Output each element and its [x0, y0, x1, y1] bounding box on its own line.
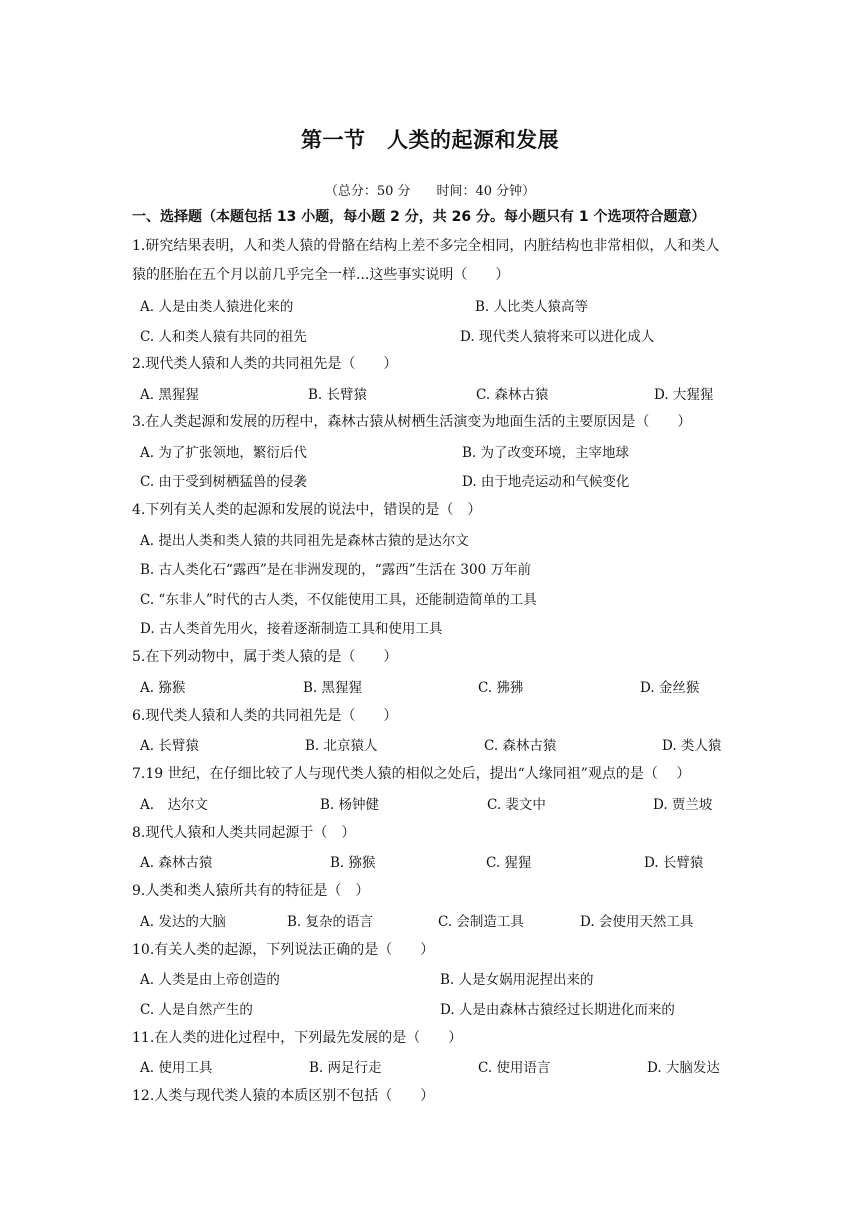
question-3-option-c: C. 由于受到树栖猛兽的侵袭 [140, 474, 307, 490]
question-5-option-d: D. 金丝猴 [640, 680, 700, 696]
question-7-option-c: C. 裴文中 [487, 797, 546, 813]
question-10-option-c: C. 人是自然产生的 [140, 1002, 253, 1018]
question-4-option-d: D. 古人类首先用火，接着逐渐制造工具和使用工具 [140, 621, 443, 637]
question-2-option-b: B. 长臂猿 [308, 387, 368, 403]
question-9-option-c: C. 会制造工具 [438, 914, 524, 930]
question-8-stem: 8.现代人猿和人类共同起源于（ ） [132, 825, 356, 841]
question-8-option-b: B. 猕猴 [330, 855, 376, 871]
question-10-stem: 10.有关人类的起源，下列说法正确的是（ ） [132, 942, 435, 958]
question-7-option-d: D. 贾兰坡 [653, 797, 713, 813]
question-6-option-d: D. 类人猿 [662, 738, 722, 754]
question-7-option-a: A. 达尔文 [140, 797, 209, 813]
question-6-option-c: C. 森林古猿 [484, 738, 557, 754]
question-11-option-a: A. 使用工具 [140, 1060, 213, 1076]
question-10-option-d: D. 人是由森林古猿经过长期进化而来的 [440, 1002, 675, 1018]
question-8-option-a: A. 森林古猿 [140, 855, 213, 871]
question-11-option-b: B. 两足行走 [309, 1060, 382, 1076]
question-2-option-d: D. 大猩猩 [654, 387, 714, 403]
question-5-option-b: B. 黑猩猩 [303, 680, 363, 696]
question-3-option-b: B. 为了改变环境，主宰地球 [462, 445, 630, 461]
question-7-option-b: B. 杨钟健 [320, 797, 380, 813]
question-10-option-a: A. 人类是由上帝创造的 [140, 972, 280, 988]
question-2-option-a: A. 黑猩猩 [140, 387, 199, 403]
exam-info: （总分：50 分 时间：40 分钟） [324, 184, 536, 199]
question-3-option-d: D. 由于地壳运动和气候变化 [462, 474, 630, 490]
question-2-option-c: C. 森林古猿 [476, 387, 549, 403]
question-8-option-c: C. 猩猩 [486, 855, 532, 871]
question-11-stem: 11.在人类的进化过程中，下列最先发展的是（ ） [132, 1030, 463, 1046]
question-1-option-a: A. 人是由类人猿进化来的 [140, 299, 294, 315]
question-5-stem: 5.在下列动物中，属于类人猿的是（ ） [132, 649, 398, 665]
question-9-option-a: A. 发达的大脑 [140, 914, 226, 930]
question-9-option-d: D. 会使用天然工具 [580, 914, 694, 930]
section-heading: 一、选择题（本题包括 13 小题，每小题 2 分，共 26 分。每小题只有 1 个选项符合题意） [132, 209, 706, 225]
question-3-stem: 3.在人类起源和发展的历程中，森林古猿从树栖生活演变为地面生活的主要原因是（ ） [132, 414, 692, 430]
question-12-stem: 12.人类与现代类人猿的本质区别不包括（ ） [132, 1088, 435, 1104]
question-9-option-b: B. 复杂的语言 [287, 914, 374, 930]
question-1-stem: 1.研究结果表明，人和类人猿的骨骼在结构上差不多完全相同，内脏结构也非常相似，人和类人猿的胚胎在五个月以前几乎完全一样...这些事实说明（ ） [132, 238, 720, 283]
question-2-stem: 2.现代类人猿和人类的共同祖先是（ ） [132, 356, 398, 372]
question-6-stem: 6.现代类人猿和人类的共同祖先是（ ） [132, 708, 398, 724]
page-title: 第一节 人类的起源和发展 [301, 128, 559, 152]
question-5-option-a: A. 猕猴 [140, 680, 186, 696]
question-1-option-d: D. 现代类人猿将来可以进化成人 [460, 329, 655, 345]
question-9-stem: 9.人类和类人猿所共有的特征是（ ） [132, 883, 370, 899]
question-5-option-c: C. 狒狒 [478, 680, 524, 696]
question-1-option-c: C. 人和类人猿有共同的祖先 [140, 329, 307, 345]
question-11-option-c: C. 使用语言 [478, 1060, 551, 1076]
question-1-option-b: B. 人比类人猿高等 [475, 299, 589, 315]
question-4-option-b: B. 古人类化石“露西”是在非洲发现的，“露西”生活在 300 万年前 [140, 562, 531, 578]
question-4-stem: 4.下列有关人类的起源和发展的说法中，错误的是（ ） [132, 502, 482, 518]
question-4-option-a: A. 提出人类和类人猿的共同祖先是森林古猿的是达尔文 [140, 533, 469, 549]
question-3-option-a: A. 为了扩张领地，繁衍后代 [140, 445, 307, 461]
question-4-option-c: C. “东非人”时代的古人类，不仅能使用工具，还能制造简单的工具 [140, 592, 537, 608]
question-6-option-a: A. 长臂猿 [140, 738, 199, 754]
question-10-option-b: B. 人是女娲用泥捏出来的 [440, 972, 594, 988]
question-8-option-d: D. 长臂猿 [644, 855, 704, 871]
question-7-stem: 7.19 世纪，在仔细比较了人与现代类人猿的相似之处后，提出“人缘同祖”观点的是（ ） [132, 766, 691, 782]
question-11-option-d: D. 大脑发达 [647, 1060, 720, 1076]
question-6-option-b: B. 北京猿人 [305, 738, 378, 754]
